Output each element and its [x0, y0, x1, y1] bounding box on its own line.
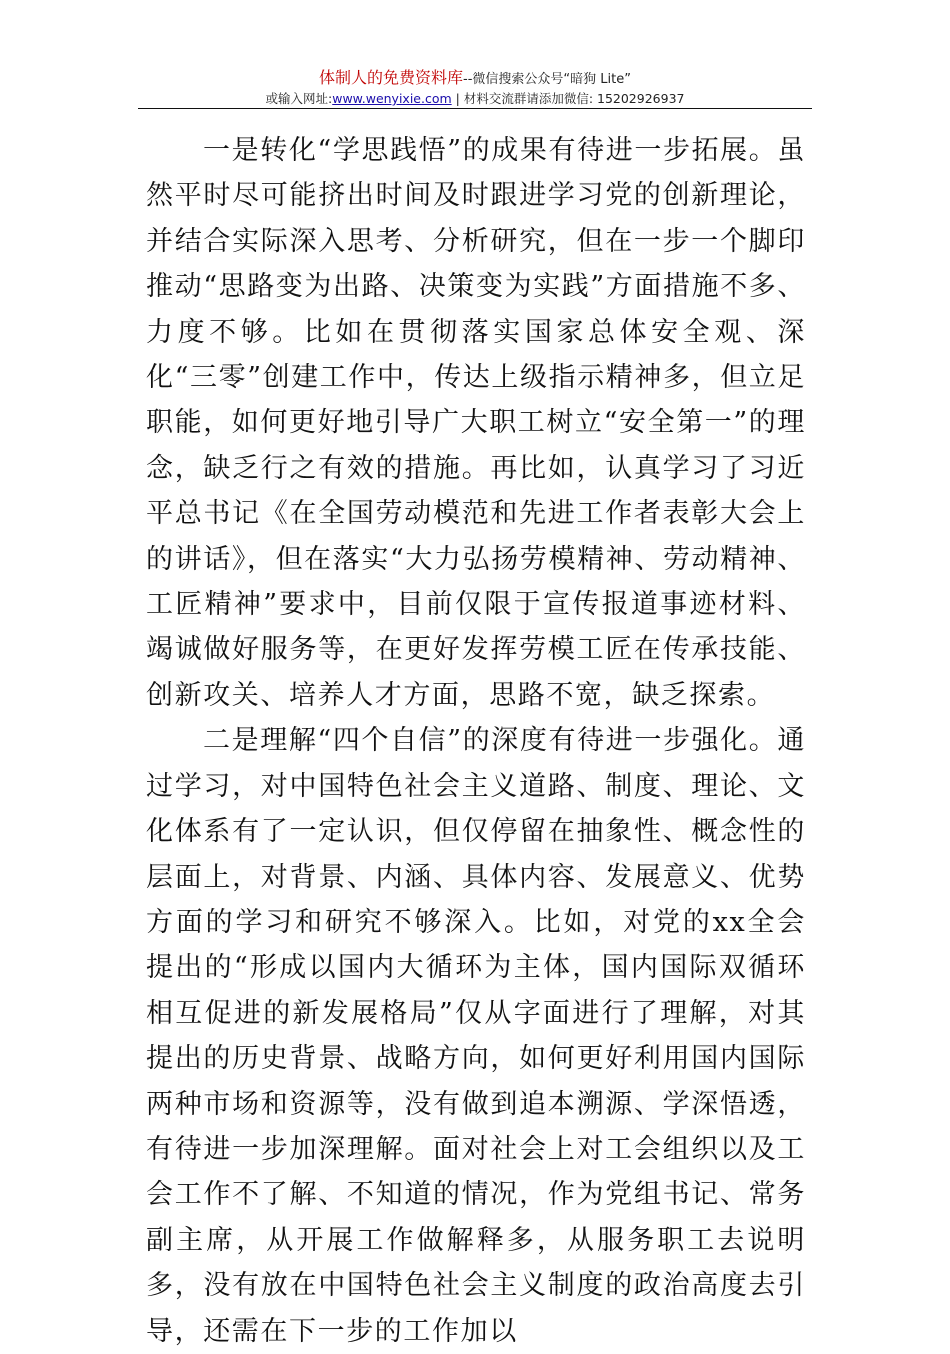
header-website-link[interactable]: www.wenyixie.com	[332, 91, 452, 106]
header-contact-line	[0, 90, 950, 108]
header-title-line	[0, 68, 950, 90]
document-body	[146, 128, 806, 1354]
header-subtitle: --微信搜索公众号“暗狗 Lite”	[463, 72, 631, 87]
header-divider	[138, 108, 812, 109]
header-url-prefix: 或输入网址:	[265, 91, 333, 106]
paragraph-1: 一是转化“学思践悟”的成果有待进一步拓展。虽然平时尽可能挤出时间及时跟进学习党的创新理论，并结合实际深入思考、分析研究，但在一步一个脚印推动“思路变为出路、决策变为实践”方面措施不多、力度不够。比如在贯彻落实国家总体安全观、深化“三零”创建工作中，传达上级指示精神多，但立足职能，如何更好地引导广大职工树立“安全第一”的理念，缺乏行之有效的措施。再比如，认真学习了习近平总书记《在全国劳动模范和先进工作者表彰大会上的讲话》，但在落实“大力弘扬劳模精神、劳动精神、工匠精神”要求中，目前仅限于宣传报道事迹材料、竭诚做好服务等，在更好发挥劳模工匠在传承技能、创新攻关、培养人才方面，思路不宽，缺乏探索。	[146, 135, 807, 711]
header-brand: 体制人的免费资料库	[319, 68, 464, 87]
header-contact-suffix: | 材料交流群请添加微信: 15202926937	[451, 91, 685, 106]
paragraph-2: 二是理解“四个自信”的深度有待进一步强化。通过学习，对中国特色社会主义道路、制度、理论、文化体系有了一定认识，但仅停留在抽象性、概念性的层面上，对背景、内涵、具体内容、发展意义、优势方面的学习和研究不够深入。比如，对党的xx全会提出的“形成以国内大循环为主体，国内国际双循环相互促进的新发展格局”仅从字面进行了理解，对其提出的历史背景、战略方向，如何更好利用国内国际两种市场和资源等，没有做到追本溯源、学深悟透，有待进一步加深理解。面对社会上对工会组织以及工会工作不了解、不知道的情况，作为党组书记、常务副主席，从开展工作做解释多，从服务职工去说明多，没有放在中国特色社会主义制度的政治高度去引导，还需在下一步的工作加以	[146, 725, 806, 1347]
page-header	[0, 68, 950, 108]
